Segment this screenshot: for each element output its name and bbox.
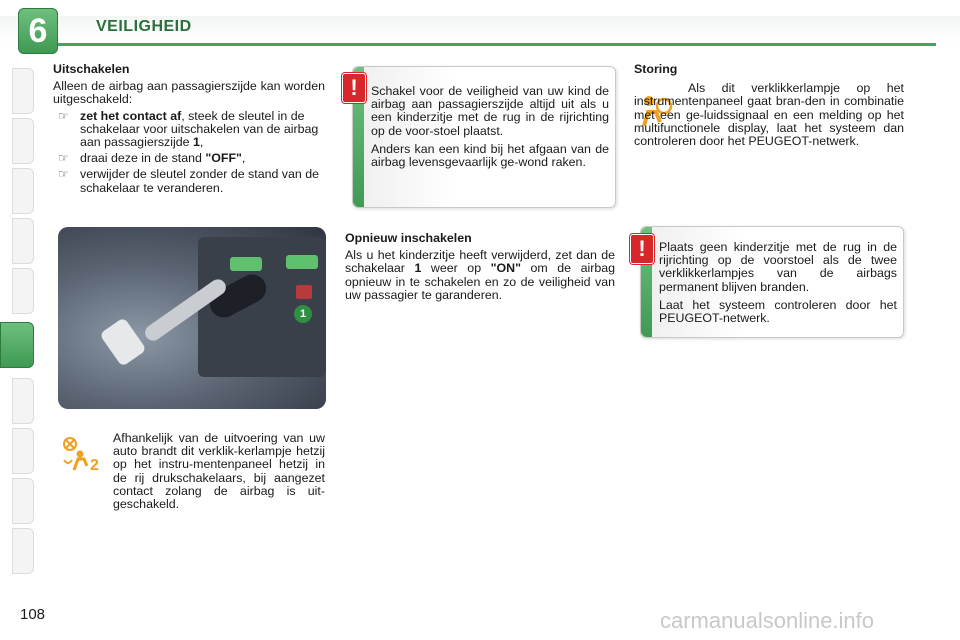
chapter-tabs xyxy=(0,60,32,580)
warning-text: Plaats geen kinderzitje met de rug in de rijrichting op de voorstoel als de twee verklikkerlampjes van de airbags permanent blijven branden. xyxy=(659,240,897,294)
section-opnieuw-inschakelen: Opnieuw inschakelen Als u het kinderzitje heeft verwijderd, zet dan de schakelaar 1 weer op "ON" om de airbag opnieuw in te schakelen en zo de veiligheid van uw passagier te garanderen. xyxy=(345,231,616,302)
arrow-right-icon xyxy=(286,255,318,269)
watermark: carmanualsonline.info xyxy=(660,608,875,633)
page-number: 108 xyxy=(20,606,46,623)
arrow-left-icon xyxy=(230,257,262,271)
storing-text: Als dit verklikkerlampje op het instrumentenpaneel gaat bran-den in combinatie met een ge-luidssignaal en een melding op het multifunctionele display, laat het systeem dan controleren door het PEUGEOT-netwerk. xyxy=(634,81,904,149)
afhankelijk-text: Afhankelijk van de uitvoering van uw auto brandt dit verklik-kerlampje hetzij op het instru-mentenpaneel hetzij in de rij drukschakelaars, bij aangezet contact zolang de airbag is uit-geschakeld. xyxy=(113,431,325,512)
chapter-tab[interactable] xyxy=(12,478,34,524)
header-rule xyxy=(56,43,936,46)
chapter-tab[interactable] xyxy=(12,268,34,314)
list-item: ☞ draai deze in de stand "OFF", xyxy=(58,151,246,166)
section-uitschakelen xyxy=(53,63,325,198)
chapter-tab[interactable] xyxy=(12,168,34,214)
section-heading: Opnieuw inschakelen xyxy=(345,231,472,245)
chapter-number-badge: 6 xyxy=(18,8,58,54)
icon-label: 2 xyxy=(90,457,99,474)
page-title: VEILIGHEID xyxy=(96,18,192,35)
warning-exclamation-icon: ! xyxy=(342,73,366,103)
airbag-off-warning-icon xyxy=(60,436,102,474)
section-heading: Uitschakelen xyxy=(53,62,130,76)
chapter-tab[interactable] xyxy=(12,378,34,424)
chapter-tab[interactable] xyxy=(12,528,34,574)
warning-text: Anders kan een kind bij het afgaan van de airbag levensgevaarlijk ge-wond raken. xyxy=(371,141,609,170)
pointer-icon: ☞ xyxy=(58,167,69,182)
warning-text: Laat het systeem controleren door het PEUGEOT-netwerk. xyxy=(659,297,897,326)
section-heading: Storing xyxy=(634,62,678,76)
airbag-lamp-icon xyxy=(296,285,312,299)
chapter-tab[interactable] xyxy=(12,428,34,474)
pointer-icon: ☞ xyxy=(58,108,69,123)
section-storing xyxy=(634,63,904,148)
warning-box xyxy=(640,226,904,338)
key-head xyxy=(99,317,147,367)
chapter-tab[interactable] xyxy=(12,68,34,114)
intro-text: Alleen de airbag aan passagierszijde kan worden uitgeschakeld: xyxy=(53,79,325,107)
warning-text: Schakel voor de veiligheid van uw kind de airbag aan passagierszijde altijd uit als u een kinderzitje met de rug in de rijrichting op de voor-stoel plaatst. xyxy=(371,84,609,138)
list-item: ☞ zet het contact af, steek de sleutel in de schakelaar voor uitschakelen van de airbag aan passagierszijde 1, xyxy=(58,108,319,150)
chapter-tab[interactable] xyxy=(12,118,34,164)
chapter-tab-active[interactable] xyxy=(0,322,34,368)
callout-number: 1 xyxy=(294,305,312,323)
airbag-switch-photo xyxy=(58,227,326,409)
chapter-tab[interactable] xyxy=(12,218,34,264)
warning-box xyxy=(352,66,616,208)
pointer-icon: ☞ xyxy=(58,151,69,166)
warning-exclamation-icon: ! xyxy=(630,234,654,264)
list-item: ☞ verwijder de sleutel zonder de stand van de schakelaar te veranderen. xyxy=(58,167,320,195)
